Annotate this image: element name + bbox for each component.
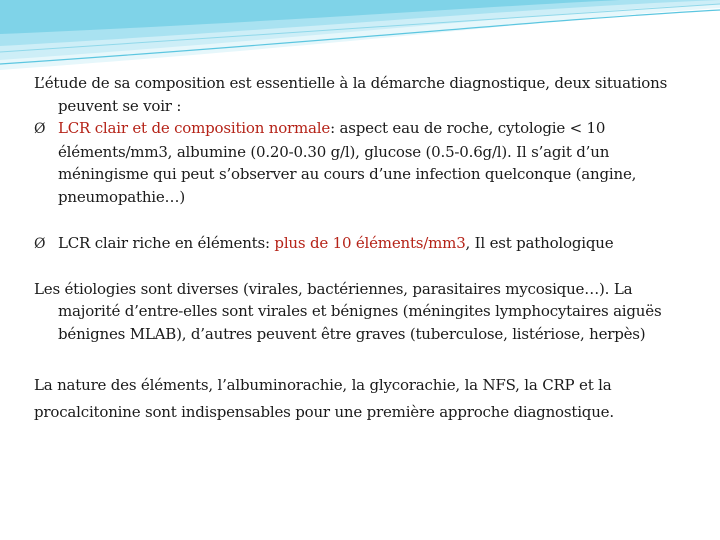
bullet-item-rich-csf xyxy=(34,232,674,256)
bullet-arrow-icon: Ø xyxy=(34,236,46,252)
bullet-text-pre: LCR clair riche en éléments: xyxy=(58,234,275,252)
bullet-item-normal-csf xyxy=(34,117,674,208)
bullet-highlight: plus de 10 éléments/mm3 xyxy=(274,234,466,252)
header-wave-decoration xyxy=(0,0,720,78)
slide-body xyxy=(34,72,674,426)
diagnostic-paragraph: La nature des éléments, l’albuminorachie, la glycorachie, la NFS, la CRP et la procalcitonine sont indispensables pour une première approche diagnostique. xyxy=(34,376,614,421)
intro-paragraph: L’étude de sa composition est essentielle à la démarche diagnostique, deux situations peuvent se voir : xyxy=(34,74,668,115)
bullet-arrow-icon: Ø xyxy=(34,121,46,137)
bullet-text-post: , Il est pathologique xyxy=(465,234,614,252)
bullet-text: : aspect eau de roche, cytologie < 10 éléments/mm3, albumine (0.20-0.30 g/l), glucose (0.5-0.6g/l). Il s’agit d’un méningisme qui peut s’observer au cours d’une infection quelconque (angine, pneumopathie…) xyxy=(58,119,637,206)
etiologies-paragraph: Les étiologies sont diverses (virales, bactériennes, parasitaires mycosique…). La majorité d’entre-elles sont virales et bénignes (méningites lymphocytaires aiguës bénignes MLAB), d’autres peuvent être graves (tuberculose, listériose, herpès) xyxy=(34,279,662,343)
bullet-highlight: LCR clair et de composition normale xyxy=(58,119,331,137)
